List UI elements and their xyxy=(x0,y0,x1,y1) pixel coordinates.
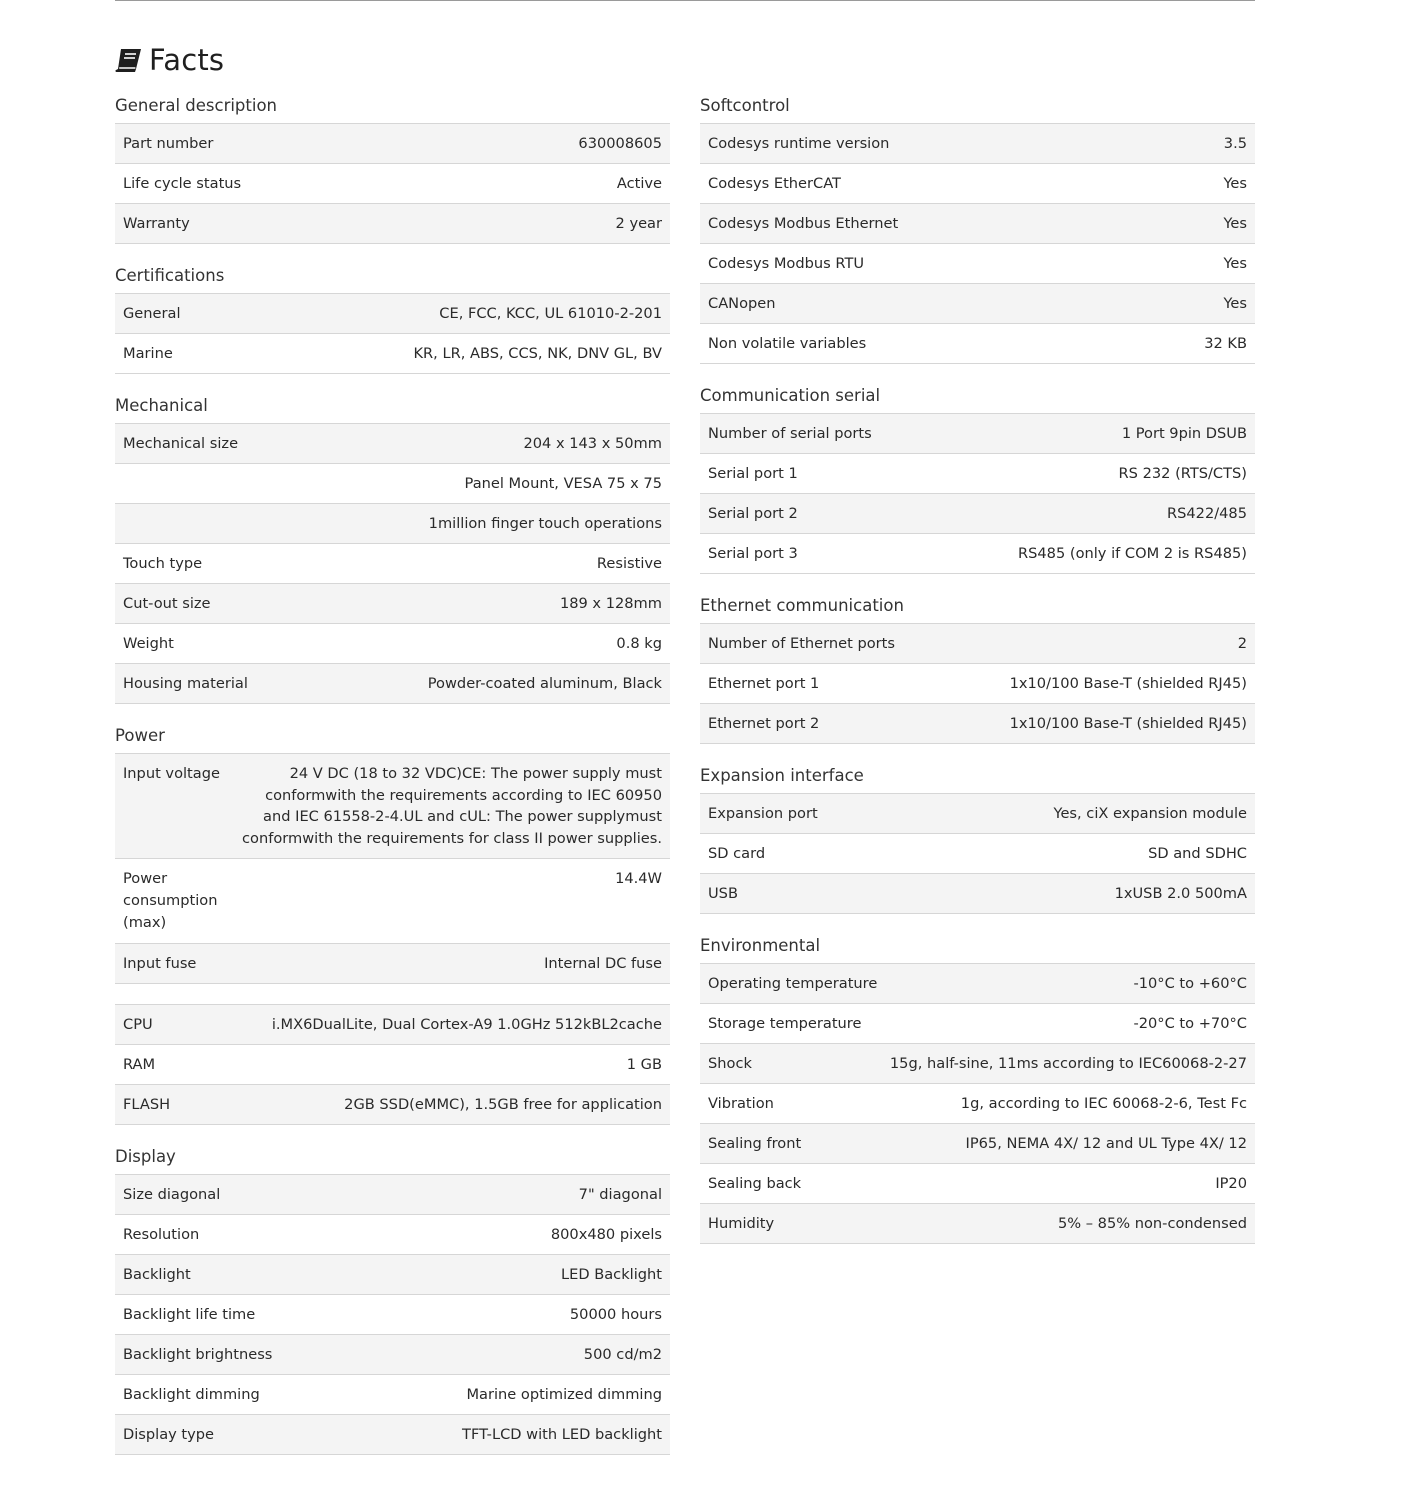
row-value: 204 x 143 x 50mm xyxy=(523,435,662,452)
row-value: 7" diagonal xyxy=(578,1186,662,1203)
row-value: Yes xyxy=(1223,175,1247,192)
row-label: Warranty xyxy=(123,215,190,232)
table-row xyxy=(115,334,670,374)
table-row xyxy=(115,544,670,584)
row-label: Ethernet port 2 xyxy=(708,715,820,732)
row-label: Codesys Modbus RTU xyxy=(708,255,865,272)
row-label: Power consumption (max) xyxy=(123,870,218,931)
facts-left-column xyxy=(115,94,670,1475)
table-row xyxy=(700,204,1255,244)
facts-heading xyxy=(115,40,224,80)
section-environmental xyxy=(700,934,1255,1244)
row-label: Serial port 1 xyxy=(708,465,798,482)
facts-table xyxy=(115,1005,670,1125)
row-value: Marine optimized dimming xyxy=(466,1386,662,1403)
table-row xyxy=(115,1255,670,1295)
section-communication-serial xyxy=(700,384,1255,574)
row-value: 15g, half-sine, 11ms according to IEC60068-2-27 xyxy=(889,1055,1247,1072)
facts-table xyxy=(700,624,1255,744)
row-label: Backlight xyxy=(123,1266,191,1283)
table-row xyxy=(115,584,670,624)
table-row xyxy=(700,1004,1255,1044)
row-label: Expansion port xyxy=(708,805,818,822)
row-label: Non volatile variables xyxy=(708,335,867,352)
row-value: 500 cd/m2 xyxy=(583,1346,662,1363)
table-row xyxy=(700,324,1255,364)
table-row xyxy=(115,204,670,244)
table-row xyxy=(115,1005,670,1045)
row-label: Codesys EtherCAT xyxy=(708,175,841,192)
section-ethernet-communication xyxy=(700,594,1255,744)
row-value: Panel Mount, VESA 75 x 75 xyxy=(464,475,662,492)
section-title: Power xyxy=(115,724,670,754)
row-value: Yes xyxy=(1223,215,1247,232)
table-row xyxy=(700,624,1255,664)
table-row xyxy=(115,1085,670,1125)
table-row xyxy=(700,414,1255,454)
row-label: Ethernet port 1 xyxy=(708,675,820,692)
table-row xyxy=(700,124,1255,164)
row-value: i.MX6DualLite, Dual Cortex-A9 1.0GHz 512kBL2cache xyxy=(271,1016,662,1033)
facts-table xyxy=(115,124,670,244)
row-label: CANopen xyxy=(708,295,776,312)
table-row xyxy=(700,1044,1255,1084)
row-value: -20°C to +70°C xyxy=(1133,1015,1247,1032)
row-value: KR, LR, ABS, CCS, NK, DNV GL, BV xyxy=(413,345,662,362)
row-label: Mechanical size xyxy=(123,435,239,452)
row-value: 2 xyxy=(1237,635,1247,652)
table-row xyxy=(700,244,1255,284)
table-row xyxy=(700,534,1255,574)
facts-right-column xyxy=(700,94,1255,1264)
row-label: Humidity xyxy=(708,1215,775,1232)
row-value: IP65, NEMA 4X/ 12 and UL Type 4X/ 12 xyxy=(965,1135,1247,1152)
table-row xyxy=(700,664,1255,704)
row-label: General xyxy=(123,305,181,322)
row-label: Storage temperature xyxy=(708,1015,862,1032)
row-label: Display type xyxy=(123,1426,215,1443)
row-value: Powder-coated aluminum, Black xyxy=(427,675,662,692)
table-row xyxy=(115,1335,670,1375)
row-label: CPU xyxy=(123,1016,153,1033)
table-row xyxy=(115,859,670,944)
table-row xyxy=(115,1215,670,1255)
row-label: Number of Ethernet ports xyxy=(708,635,895,652)
section-title: Certifications xyxy=(115,264,670,294)
row-value: TFT-LCD with LED backlight xyxy=(462,1426,662,1443)
row-value: 1xUSB 2.0 500mA xyxy=(1114,885,1247,902)
row-label: Size diagonal xyxy=(123,1186,221,1203)
row-label: Housing material xyxy=(123,675,248,692)
section-expansion-interface xyxy=(700,764,1255,914)
table-row xyxy=(115,1175,670,1215)
row-value: 2 year xyxy=(615,215,662,232)
row-label: RAM xyxy=(123,1056,156,1073)
section-display xyxy=(115,1145,670,1455)
row-value: 2GB SSD(eMMC), 1.5GB free for application xyxy=(344,1096,662,1113)
row-label: SD card xyxy=(708,845,766,862)
facts-table xyxy=(115,294,670,374)
row-value: 800x480 pixels xyxy=(550,1226,662,1243)
table-row xyxy=(700,1164,1255,1204)
table-row xyxy=(115,754,670,859)
row-label: Input voltage xyxy=(123,765,220,782)
table-row xyxy=(115,944,670,984)
row-value: 189 x 128mm xyxy=(559,595,662,612)
section-title: Environmental xyxy=(700,934,1255,964)
section-softcontrol xyxy=(700,94,1255,364)
row-value: 0.8 kg xyxy=(616,635,662,652)
row-value: 1x10/100 Base-T (shielded RJ45) xyxy=(1009,675,1247,692)
facts-table xyxy=(115,1175,670,1455)
table-row xyxy=(115,1415,670,1455)
section-title: Display xyxy=(115,1145,670,1175)
facts-table xyxy=(700,124,1255,364)
section-power xyxy=(115,724,670,984)
row-value: 3.5 xyxy=(1223,135,1247,152)
row-label: Backlight life time xyxy=(123,1306,256,1323)
row-value: 32 KB xyxy=(1204,335,1247,352)
row-value: Yes, ciX expansion module xyxy=(1053,805,1247,822)
page-title: Facts xyxy=(149,43,225,77)
table-row xyxy=(700,834,1255,874)
section-title: Softcontrol xyxy=(700,94,1255,124)
section-title: Mechanical xyxy=(115,394,670,424)
section-title: Communication serial xyxy=(700,384,1255,414)
row-value: RS485 (only if COM 2 is RS485) xyxy=(1017,545,1247,562)
row-label: USB xyxy=(708,885,738,902)
top-divider xyxy=(115,0,1255,1)
row-label: Sealing front xyxy=(708,1135,802,1152)
row-value: RS422/485 xyxy=(1166,505,1247,522)
table-row xyxy=(700,1084,1255,1124)
section-title: Expansion interface xyxy=(700,764,1255,794)
row-label: Cut-out size xyxy=(123,595,211,612)
row-label: Shock xyxy=(708,1055,752,1072)
table-row xyxy=(700,964,1255,1004)
section-title: General description xyxy=(115,94,670,124)
table-row xyxy=(700,284,1255,324)
row-value: Yes xyxy=(1223,255,1247,272)
row-label: Sealing back xyxy=(708,1175,802,1192)
row-value: CE, FCC, KCC, UL 61010-2-201 xyxy=(439,305,662,322)
row-value: IP20 xyxy=(1215,1175,1247,1192)
row-value: Internal DC fuse xyxy=(544,955,662,972)
row-value: Yes xyxy=(1223,295,1247,312)
table-row xyxy=(700,1204,1255,1244)
row-label: Serial port 2 xyxy=(708,505,798,522)
row-label: Backlight brightness xyxy=(123,1346,273,1363)
row-label: Codesys Modbus Ethernet xyxy=(708,215,899,232)
row-value: 1 Port 9pin DSUB xyxy=(1121,425,1247,442)
facts-table xyxy=(115,424,670,704)
facts-table xyxy=(700,964,1255,1244)
row-label: Touch type xyxy=(123,555,203,572)
row-label: FLASH xyxy=(123,1096,171,1113)
section-certifications xyxy=(115,264,670,374)
row-value: SD and SDHC xyxy=(1148,845,1247,862)
table-row xyxy=(115,1295,670,1335)
table-row xyxy=(115,294,670,334)
facts-table xyxy=(700,414,1255,574)
row-label: Codesys runtime version xyxy=(708,135,890,152)
table-row xyxy=(115,624,670,664)
table-row xyxy=(115,464,670,504)
section-title: Ethernet communication xyxy=(700,594,1255,624)
table-row xyxy=(115,424,670,464)
row-value: 630008605 xyxy=(578,135,662,152)
row-value: Resistive xyxy=(596,555,662,572)
row-label: Input fuse xyxy=(123,955,197,972)
row-value: 1 GB xyxy=(626,1056,662,1073)
table-row xyxy=(700,1124,1255,1164)
row-label: Backlight dimming xyxy=(123,1386,260,1403)
table-row xyxy=(700,794,1255,834)
row-label: Serial port 3 xyxy=(708,545,798,562)
section-processor xyxy=(115,1004,670,1125)
row-label: Resolution xyxy=(123,1226,200,1243)
table-row xyxy=(700,874,1255,914)
row-label: Part number xyxy=(123,135,214,152)
row-value: 1million finger touch operations xyxy=(428,515,662,532)
row-value: LED Backlight xyxy=(560,1266,662,1283)
table-row xyxy=(115,164,670,204)
row-value: 1g, according to IEC 60068-2-6, Test Fc xyxy=(960,1095,1247,1112)
table-row xyxy=(115,1045,670,1085)
row-value: Active xyxy=(616,175,662,192)
row-label: Weight xyxy=(123,635,174,652)
row-value: 14.4W xyxy=(615,870,662,887)
row-value: -10°C to +60°C xyxy=(1133,975,1247,992)
book-icon xyxy=(115,47,143,73)
row-label: Operating temperature xyxy=(708,975,878,992)
table-row xyxy=(115,124,670,164)
row-value: RS 232 (RTS/CTS) xyxy=(1118,465,1247,482)
facts-table xyxy=(700,794,1255,914)
table-row xyxy=(700,454,1255,494)
row-value: 1x10/100 Base-T (shielded RJ45) xyxy=(1009,715,1247,732)
row-label: Marine xyxy=(123,345,173,362)
row-value: 50000 hours xyxy=(569,1306,662,1323)
row-label: Vibration xyxy=(708,1095,774,1112)
row-value: 24 V DC (18 to 32 VDC)CE: The power supply must conformwith the requirements according to IEC 60950 and IEC 61558-2-4.UL and cUL: The power supplymust conformwith the requirements for class II power supplies. xyxy=(242,765,662,847)
row-label: Life cycle status xyxy=(123,175,242,192)
row-label: Number of serial ports xyxy=(708,425,872,442)
section-mechanical xyxy=(115,394,670,704)
table-row xyxy=(115,504,670,544)
row-value: 5% – 85% non-condensed xyxy=(1057,1215,1247,1232)
table-row xyxy=(700,164,1255,204)
table-row xyxy=(700,704,1255,744)
table-row xyxy=(700,494,1255,534)
section-general-description xyxy=(115,94,670,244)
table-row xyxy=(115,1375,670,1415)
facts-table xyxy=(115,754,670,984)
table-row xyxy=(115,664,670,704)
